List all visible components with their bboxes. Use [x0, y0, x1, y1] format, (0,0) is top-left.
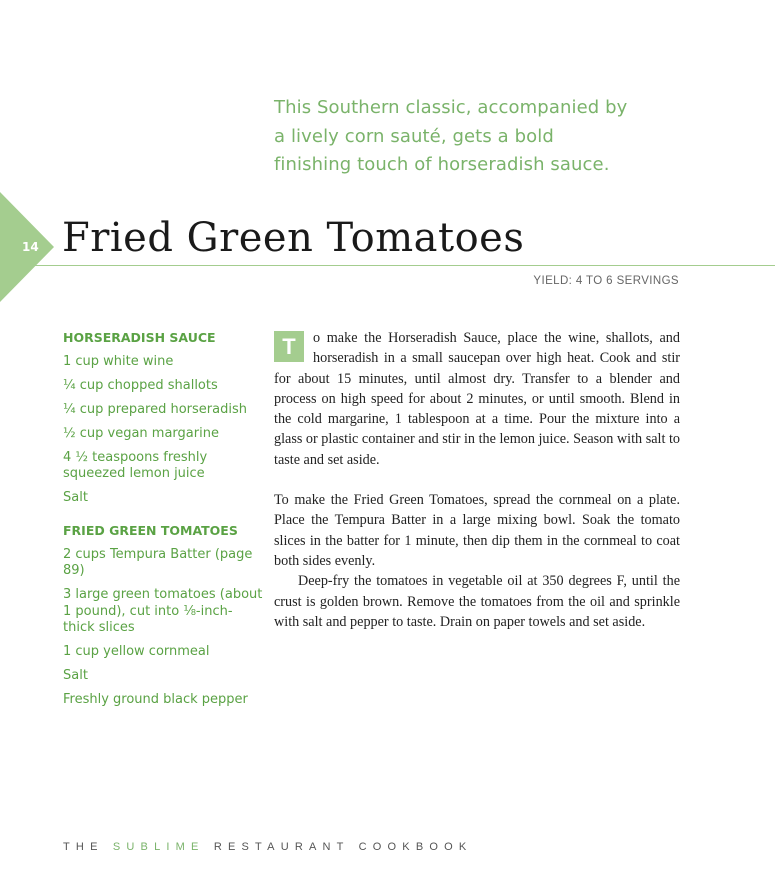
footer-part: RESTAURANT COOKBOOK: [213, 841, 473, 853]
instructions-paragraph: Deep-fry the tomatoes in vegetable oil at 350 degrees F, until the crust is golden brown. Remove the tomatoes from the oil and sprinkle with salt and pepper to taste. Drain on paper towels and set aside.: [274, 573, 680, 630]
instructions: [274, 328, 680, 632]
yield: YIELD: 4 TO 6 SERVINGS: [533, 275, 679, 287]
ingredients-section-title: HORSERADISH SAUCE: [63, 330, 216, 345]
ingredient-item: 3 large green tomatoes (about 1 pound), cut into ⅛-inch-thick slices: [63, 587, 263, 635]
ingredients-section-title: FRIED GREEN TOMATOES: [63, 523, 238, 538]
ingredient-item: ¼ cup prepared horseradish: [63, 401, 247, 417]
ingredient-item: Freshly ground black pepper: [63, 692, 248, 707]
ingredient-item: 4 ½ teaspoons freshly squeezed lemon juice: [63, 449, 208, 481]
ingredient-item: ½ cup vegan margarine: [63, 425, 219, 441]
drop-cap: T: [274, 331, 304, 362]
ingredient-item: 2 cups Tempura Batter (page 89): [63, 546, 253, 578]
paragraph-text: o make the Horseradish Sauce, place the wine, shallots, and horseradish in a small saucepan over high heat. Cook and stir for about 15 minutes, until almost dry. Transfer to a blender and process on high speed for about 2 minutes, or until smooth. Blend in the cold margarine, 1 tablespoon at a time. Pour the mixture into a glass or plastic container and stir in the lemon juice. Season with salt to taste and set aside.: [274, 330, 680, 468]
ingredient-item: Salt: [63, 490, 88, 505]
intro-text: This Southern classic, accompanied by a lively corn sauté, gets a bold finishing touch of horseradish sauce.: [274, 97, 628, 175]
instructions-paragraph: To make the Fried Green Tomatoes, spread the cornmeal on a plate. Place the Tempura Batter in a large mixing bowl. Soak the tomato slices in the batter for 1 minute, then dip them in the cornmeal to coat both sides evenly.: [274, 492, 680, 569]
ingredients-list: [63, 330, 263, 716]
recipe-title: Fried Green Tomatoes: [62, 215, 525, 261]
page-number: 14: [22, 240, 39, 254]
ingredient-item: 1 cup yellow cornmeal: [63, 644, 210, 659]
ingredient-item: Salt: [63, 668, 88, 683]
ingredient-item: ¼ cup chopped shallots: [63, 377, 218, 393]
running-footer: [63, 841, 472, 853]
instructions-paragraph: [274, 328, 680, 470]
footer-part: THE: [63, 841, 104, 853]
ingredient-item: 1 cup white wine: [63, 353, 174, 369]
footer-accent: SUBLIME: [112, 841, 205, 853]
title-rule: [32, 265, 775, 266]
